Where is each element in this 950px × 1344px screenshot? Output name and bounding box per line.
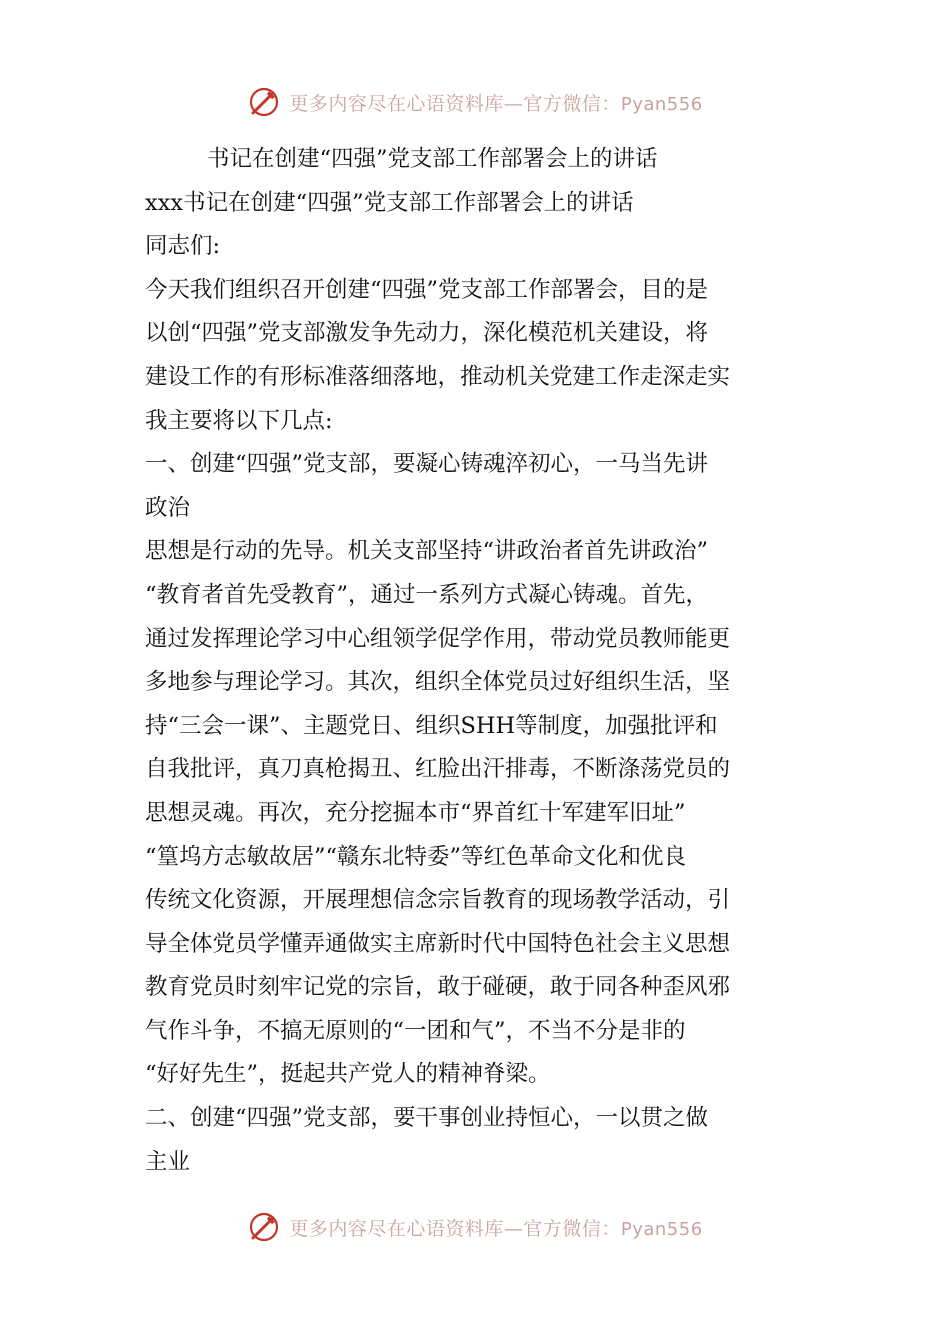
pen-logo-icon — [247, 85, 281, 119]
text-line: 以创“四强”党支部激发争先动力，深化模范机关建设，将 — [145, 320, 709, 347]
text-line: “好好先生”，挺起共产党人的精神脊梁。 — [145, 1061, 551, 1088]
document-subtitle: xxx书记在创建“四强”党支部工作部署会上的讲话 — [145, 189, 634, 216]
text-line: “篁坞方志敏故居”“赣东北特委”等红色革命文化和优良 — [145, 843, 687, 870]
footer-banner — [0, 1207, 950, 1247]
section-heading-2-cont: 主业 — [145, 1148, 191, 1175]
text-line: “教育者首先受教育”，通过一系列方式凝心铸魂。首先， — [145, 581, 709, 608]
text-line: 思想是行动的先导。机关支部坚持“讲政治者首先讲政治” — [145, 538, 709, 565]
footer-banner-text: 更多内容尽在心语资料库—官方微信： — [289, 1217, 621, 1240]
header-banner-text: 更多内容尽在心语资料库—官方微信： — [289, 92, 621, 115]
section-heading-1: 一、创建“四强”党支部，要凝心铸魂淬初心，一马当先讲 — [145, 451, 709, 478]
text-line: 持“三会一课”、主题党日、组织SHH等制度，加强批评和 — [145, 712, 718, 739]
text-line: 通过发挥理论学习中心组领学促学作用，带动党员教师能更 — [145, 625, 731, 652]
text-line: 今天我们组织召开创建“四强”党支部工作部署会，目的是 — [145, 276, 709, 303]
document-title: 书记在创建“四强”党支部工作部署会上的讲话 — [207, 146, 658, 172]
section-heading-2: 二、创建“四强”党支部，要干事创业持恒心，一以贯之做 — [145, 1105, 709, 1132]
header-banner — [0, 82, 950, 122]
text-line: 教育党员时刻牢记党的宗旨，敢于碰硬，敢于同各种歪风邪 — [145, 974, 731, 1001]
text-line: 多地参与理论学习。其次，组织全体党员过好组织生活，坚 — [145, 669, 731, 696]
text-line: 导全体党员学懂弄通做实主席新时代中国特色社会主义思想 — [145, 930, 731, 957]
text-line: 传统文化资源，开展理想信念宗旨教育的现场教学活动，引 — [145, 887, 731, 914]
header-banner-wechat-id: Pyan556 — [620, 93, 703, 115]
text-line: 思想灵魂。再次，充分挖掘本市“界首红十军建军旧址” — [145, 799, 686, 826]
pen-logo-icon — [247, 1210, 281, 1244]
text-line: 气作斗争，不搞无原则的“一团和气”，不当不分是非的 — [145, 1017, 686, 1044]
section-heading-1-cont: 政治 — [145, 494, 191, 521]
text-line: 我主要将以下几点: — [145, 407, 333, 434]
salutation: 同志们: — [145, 233, 221, 260]
document-body — [145, 138, 815, 1184]
text-line: 自我批评，真刀真枪揭丑、红脸出汗排毒，不断涤荡党员的 — [145, 756, 731, 783]
text-line: 建设工作的有形标准落细落地，推动机关党建工作走深走实 — [145, 363, 731, 390]
footer-banner-wechat-id: Pyan556 — [620, 1218, 703, 1240]
